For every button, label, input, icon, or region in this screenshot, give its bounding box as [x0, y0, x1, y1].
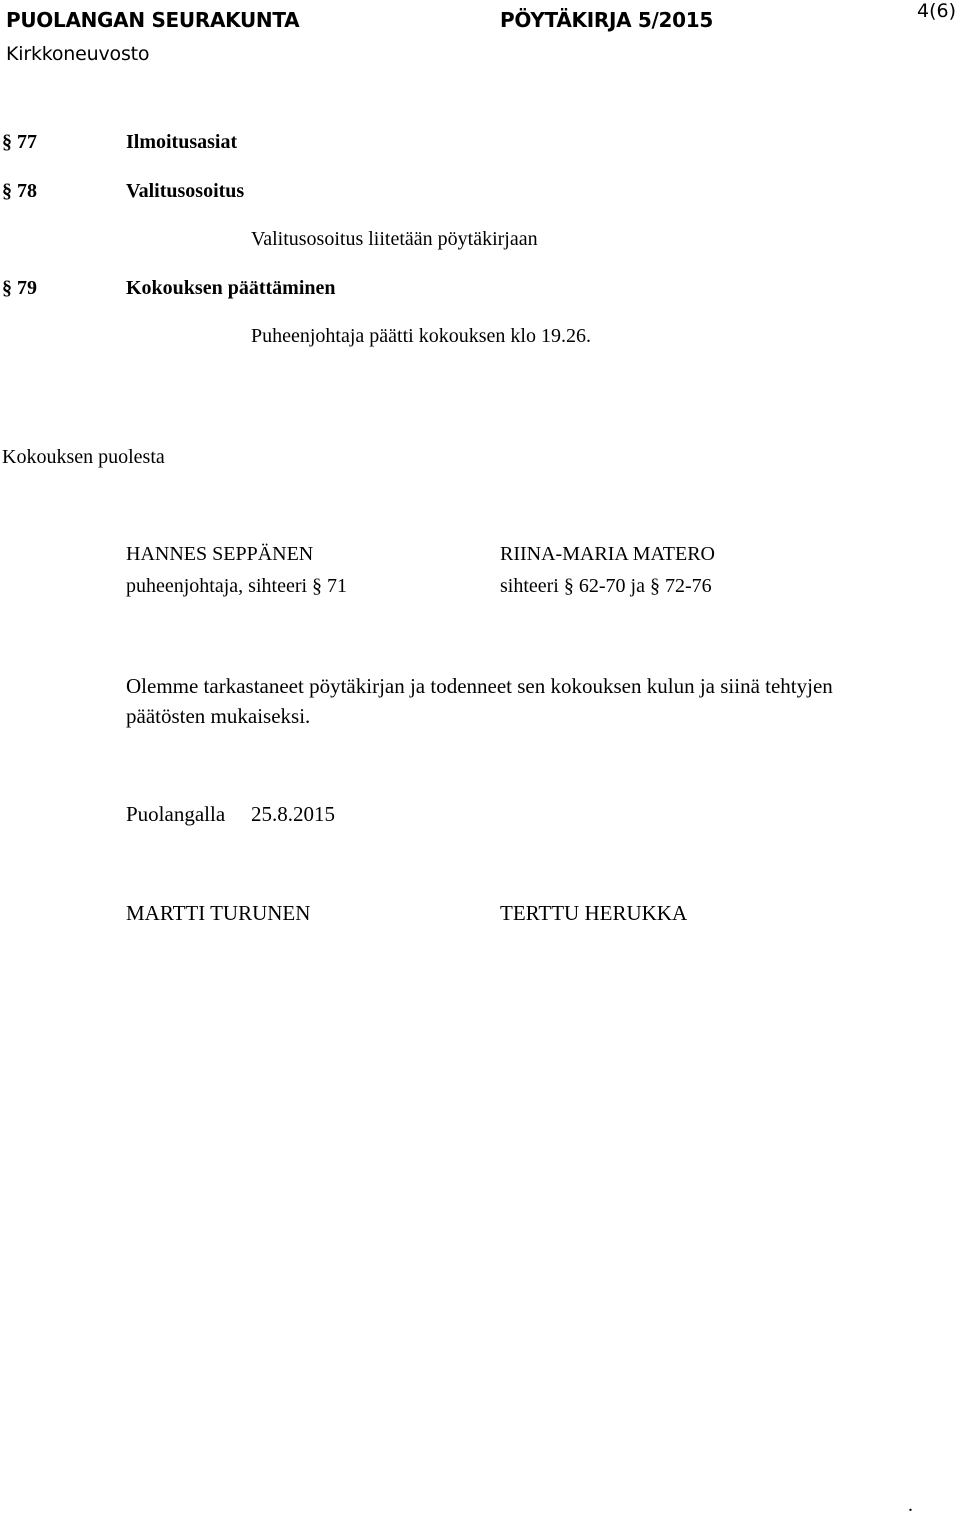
minutes-title: PÖYTÄKIRJA 5/2015 [500, 8, 714, 32]
section-78-text: Valitusosoitus liitetään pöytäkirjaan [251, 228, 538, 250]
on-behalf-label: Kokouksen puolesta [2, 446, 165, 468]
section-79-number: § 79 [2, 277, 37, 299]
page-number: 4(6) [916, 0, 956, 22]
section-79-text: Puheenjohtaja päätti kokouksen klo 19.26. [251, 325, 591, 347]
signatory-1-name: HANNES SEPPÄNEN [126, 543, 314, 565]
signatory-2-name: RIINA-MARIA MATERO [500, 543, 715, 565]
section-77-number: § 77 [2, 131, 37, 153]
parish-name: PUOLANGAN SEURAKUNTA [6, 8, 300, 32]
date-label: 25.8.2015 [251, 802, 335, 826]
signatory-1-role: puheenjohtaja, sihteeri § 71 [126, 575, 348, 597]
section-78-title: Valitusosoitus [126, 180, 245, 202]
checker-1-name: MARTTI TURUNEN [126, 901, 311, 925]
section-78-number: § 78 [2, 180, 37, 202]
place-label: Puolangalla [126, 802, 226, 826]
checker-2-name: TERTTU HERUKKA [500, 901, 688, 925]
footer-mark: . [908, 1494, 913, 1516]
verification-line-1: Olemme tarkastaneet pöytäkirjan ja todenneet sen kokouksen kulun ja siinä tehtyjen [126, 674, 833, 698]
section-79-title: Kokouksen päättäminen [126, 277, 336, 299]
section-77-title: Ilmoitusasiat [126, 131, 238, 153]
body-name: Kirkkoneuvosto [6, 43, 150, 65]
signatory-2-role: sihteeri § 62-70 ja § 72-76 [500, 575, 712, 597]
verification-line-2: päätösten mukaiseksi. [126, 704, 311, 728]
